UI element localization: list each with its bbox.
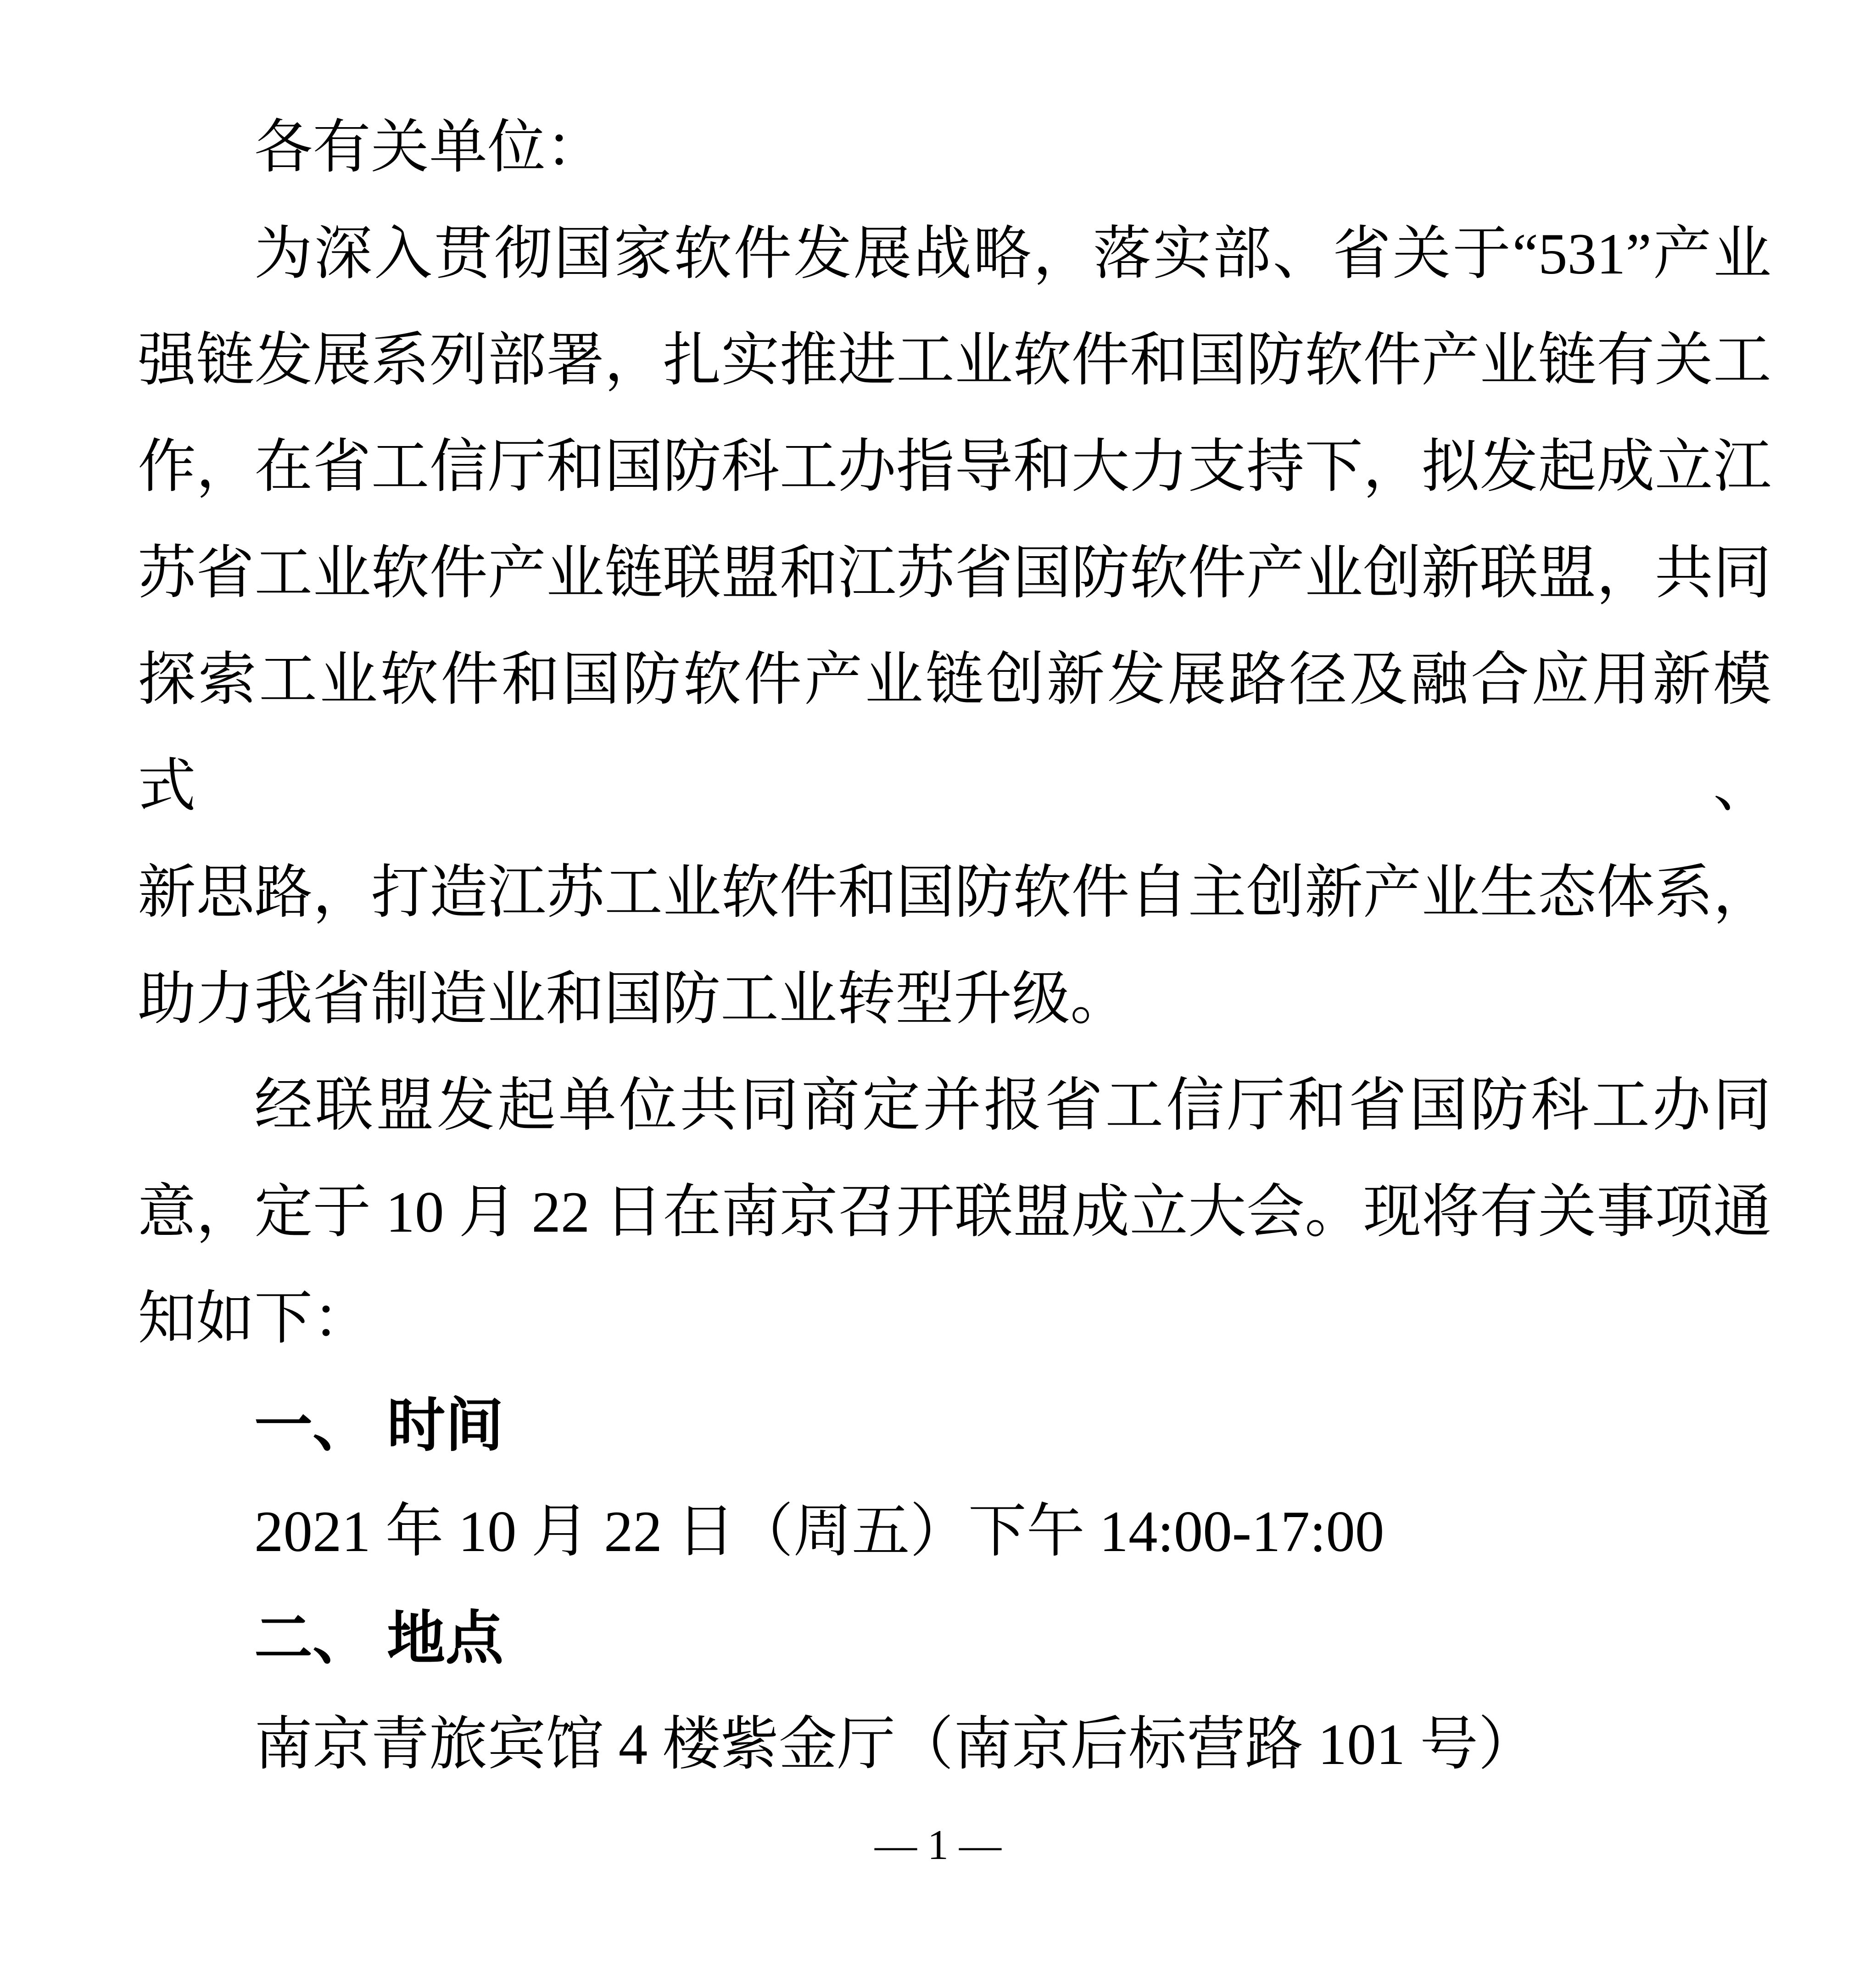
body-text-line: 强链发展系列部署，扎实推进工业软件和国防软件产业链有关工 <box>138 329 1771 393</box>
section-location <box>138 1585 1771 1798</box>
document-body <box>138 95 1771 1798</box>
section-location-heading: 二、 地点 <box>254 1606 504 1671</box>
section-time-body: 2021 年 10 月 22 日（周五）下午 14:00-17:00 <box>254 1500 1385 1564</box>
salutation: 各有关单位： <box>254 116 604 180</box>
paragraph-1 <box>138 201 1771 1053</box>
body-text-line: 新思路，打造江苏工业软件和国防软件自主创新产业生态体系， <box>138 861 1771 925</box>
section-time-heading: 一、 时间 <box>254 1393 504 1458</box>
body-text-line: 意，定于 10 月 22 日在南京召开联盟成立大会。现将有关事项通 <box>138 1180 1771 1245</box>
body-text-line: 经联盟发起单位共同商定并报省工信厅和省国防科工办同 <box>254 1074 1771 1138</box>
body-text-line: 为深入贯彻国家软件发展战略，落实部、省关于“531”产业 <box>254 222 1771 286</box>
section-location-body: 南京青旅宾馆 4 楼紫金厅（南京后标营路 101 号） <box>254 1713 1537 1777</box>
body-text-line: 知如下： <box>138 1287 371 1351</box>
page-number: — 1 — <box>875 1821 1001 1868</box>
body-text-line: 助力我省制造业和国防工业转型升级。 <box>138 967 1129 1032</box>
section-time <box>138 1372 1771 1585</box>
paragraph-2 <box>138 1053 1771 1372</box>
body-text-line: 作，在省工信厅和国防科工办指导和大力支持下，拟发起成立江 <box>138 435 1771 499</box>
body-text-line: 苏省工业软件产业链联盟和江苏省国防软件产业创新联盟，共同 <box>138 541 1771 606</box>
body-text-line: 探索工业软件和国防软件产业链创新发展路径及融合应用新模式、 <box>138 648 1771 819</box>
